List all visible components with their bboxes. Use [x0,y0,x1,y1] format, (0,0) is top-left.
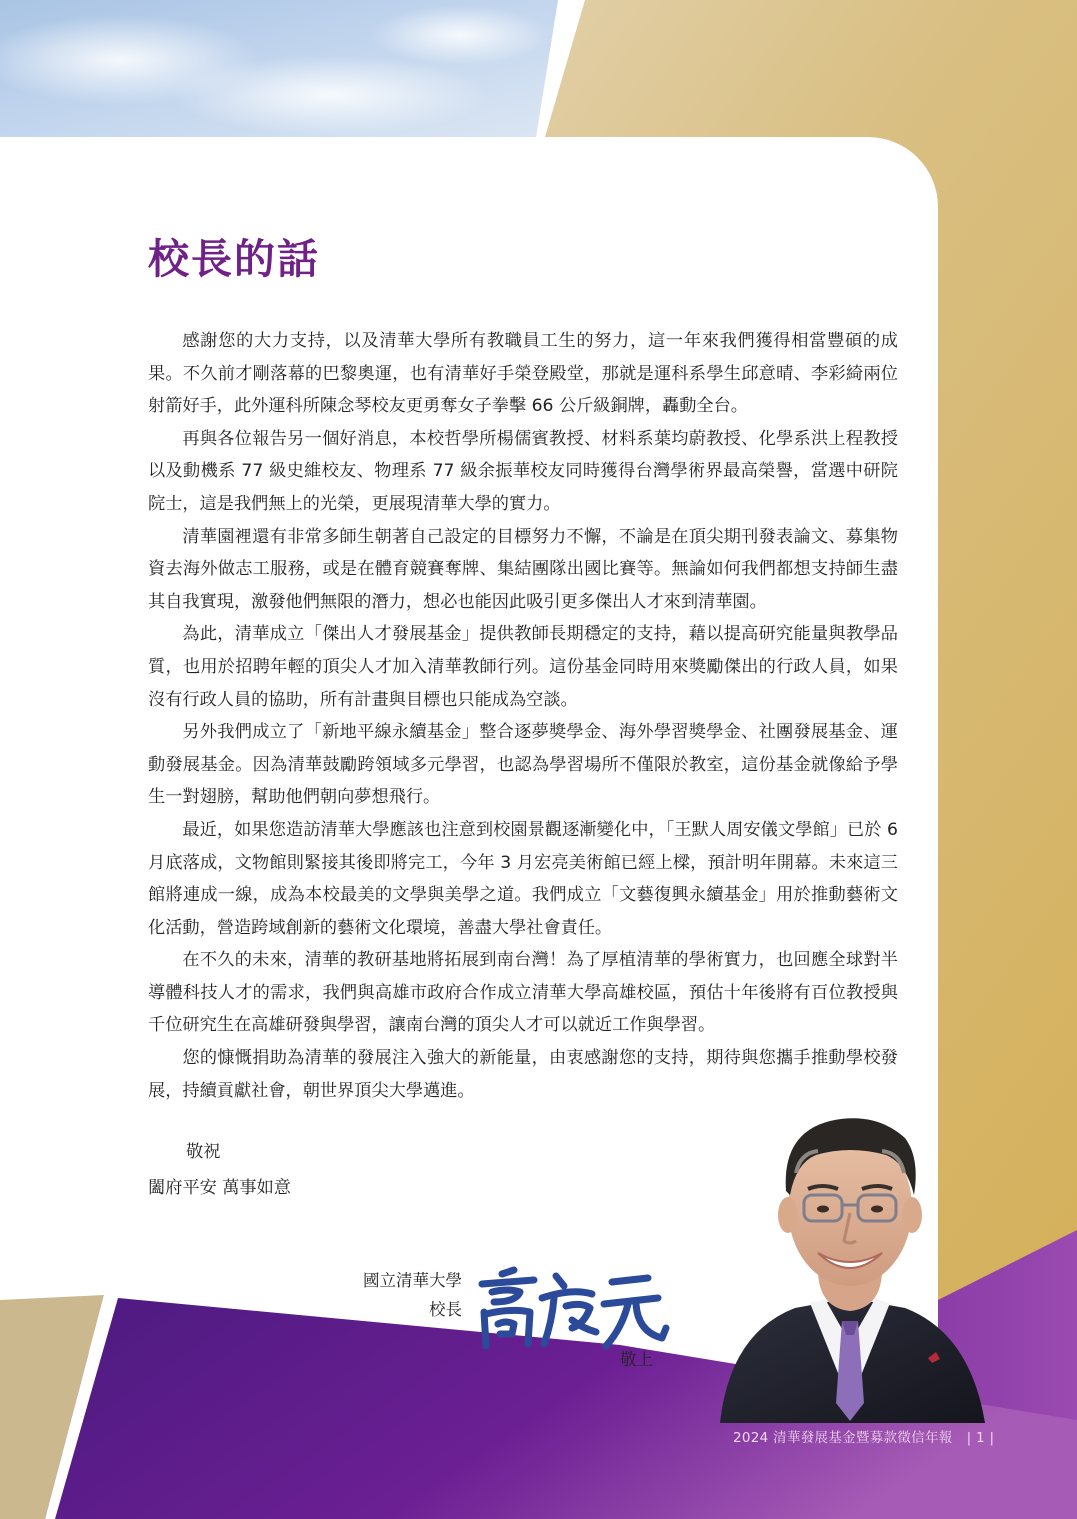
page-footer [733,1426,994,1446]
paragraph: 在不久的未來，清華的教研基地將拓展到南台灣！為了厚植清華的學術實力，也回應全球對半導體科技人才的需求，我們與高雄市政府合作成立清華大學高雄校區，預估十年後將有百位教授與千位研究生在高雄研發與學習，讓南台灣的頂尖人才可以就近工作與學習。 [148,950,898,1036]
paragraph: 為此，清華成立「傑出人才發展基金」提供教師長期穩定的支持，藉以提高研究能量與教學品質，也用於招聘年輕的頂尖人才加入清華教師行列。這份基金同時用來獎勵傑出的行政人員，如果沒有行政人員的協助，所有計畫與目標也只能成為空談。 [148,624,898,710]
paragraph: 您的慷慨捐助為清華的發展注入強大的新能量，由衷感謝您的支持，期待與您攜手推動學校發展，持續貢獻社會，朝世界頂尖大學邁進。 [148,1048,898,1101]
signature-block [363,1266,462,1324]
president-portrait [700,1103,995,1423]
paragraph: 清華園裡還有非常多師生朝著自己設定的目標努力不懈，不論是在頂尖期刊發表論文、募集物資去海外做志工服務，或是在體育競賽奪牌、集結團隊出國比賽等。無論如何我們都想支持師生盡其自我實現，激發他們無限的潛力，想必也能因此吸引更多傑出人才來到清華園。 [148,526,898,612]
signature-organization: 國立清華大學 [363,1271,462,1290]
signature-regards: 敬上 [620,1350,653,1369]
paragraph: 再與各位報告另一個好消息，本校哲學所楊儒賓教授、材料系葉均蔚教授、化學系洪上程教授以及動機系 77 級史維校友、物理系 77 級余振華校友同時獲得台灣學術界最高榮譽，當選中研院院士，這是我們無上的光榮，更展現清華大學的實力。 [148,428,898,514]
paragraph: 最近，如果您造訪清華大學應該也注意到校園景觀逐漸變化中，「王默人周安儀文學館」已於 6 月底落成，文物館則緊接其後即將完工，今年 3 月宏亮美術館已經上樑，預計明年開幕。未來這三館將連成一線，成為本校最美的文學與美學之道。我們成立「文藝復興永續基金」用於推動藝術文化活動，營造跨域創新的藝術文化環境，善盡大學社會責任。 [148,819,898,938]
handwritten-signature [472,1262,672,1352]
closing-blessing [148,1134,291,1206]
footer-publication: 2024 清華發展基金暨募款徵信年報 [733,1430,953,1446]
closing-line-2: 闔府平安 萬事如意 [148,1178,291,1198]
paragraph: 另外我們成立了「新地平線永續基金」整合逐夢獎學金、海外學習獎學金、社團發展基金、運動發展基金。因為清華鼓勵跨領域多元學習，也認為學習場所不僅限於教室，這份基金就像給予學生一對翅膀，幫助他們朝向夢想飛行。 [148,722,898,808]
page-number: | 1 | [966,1430,995,1446]
signature-role: 校長 [429,1300,462,1319]
closing-line-1: 敬祝 [186,1142,221,1162]
page-title: 校長的話 [148,235,320,283]
letter-body [148,325,898,1107]
paragraph: 感謝您的大力支持，以及清華大學所有教職員工生的努力，這一年來我們獲得相當豐碩的成果。不久前才剛落幕的巴黎奧運，也有清華好手榮登殿堂，那就是運科系學生邱意晴、李彩綺兩位射箭好手，此外運科所陳念琴校友更勇奪女子拳擊 66 公斤級銅牌，轟動全台。 [148,331,898,417]
